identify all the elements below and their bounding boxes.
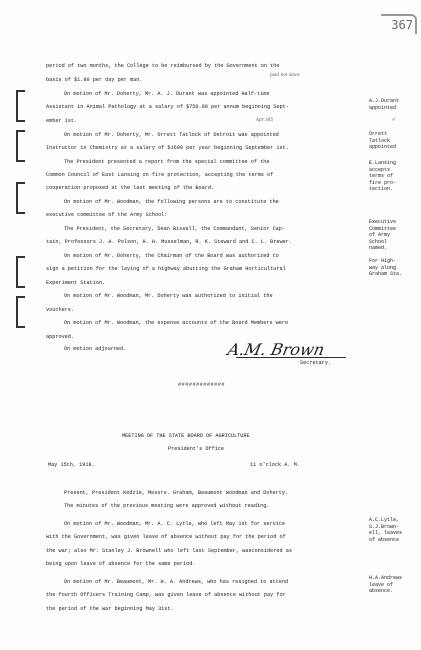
text-line: On motion of Mr. Beaumont, Mr. H. A. Andrews, who has resigned to attend	[64, 579, 289, 585]
margin-note-line: accepts	[369, 166, 391, 173]
margin-note-line: A.J.Durant	[369, 98, 400, 104]
text-line: On motion adjourned.	[64, 346, 127, 352]
margin-note-line: appointed	[369, 104, 397, 111]
text-line: the fourth Officers Training Camp, was given leave of absence without pay for	[46, 592, 286, 598]
margin-note-line: Graham Sta.	[369, 271, 403, 278]
text-line: On motion of Mr. Woodman, the following persons are to constitute the	[64, 199, 279, 205]
text-line: On motion of Mr. Woodman, Mr. A. C. Lytle, who left May 1st for service	[64, 521, 286, 527]
margin-note-line: appointed	[369, 144, 397, 151]
text-line: Assistant in Animal Pathology at a salary of $750.00 per annum beginning Sept-	[46, 104, 289, 110]
margin-note-line: Orrett	[369, 131, 388, 137]
section-separator: #############	[178, 382, 225, 388]
margin-note	[369, 219, 419, 252]
margin-note-line: leave of	[369, 581, 394, 588]
meeting-title: MEETING OF THE STATE BOARD OF AGRICULTURE	[122, 433, 250, 439]
text-line: The President, the Secretary, Dean Bissell, the Commandant, Senior Cap-	[64, 226, 286, 232]
meeting-date: May 15th, 1918.	[48, 462, 95, 468]
margin-note-line: H.A.Andrews	[369, 575, 403, 581]
check-mark-icon: ✓	[392, 116, 396, 123]
text-line: On motion of Mr. Doherty, Mr. Orrett Tatlock of Detroit was appointed	[64, 132, 279, 138]
text-line: On motion of Mr. Doherty, the Chairman of the Board was authorized to	[64, 253, 279, 259]
secretary-signature: A.M. Brown	[225, 340, 327, 359]
text-line: vouchers.	[46, 307, 75, 313]
text-line: ember 1st.	[46, 118, 78, 124]
margin-note-line: way along	[369, 264, 397, 271]
margin-note	[369, 575, 419, 595]
text-line: The minutes of the previous meeting were approved without reading.	[64, 503, 270, 509]
text-line: tain, Professors J. A. Polson, H. H. Musselman, R. K. Steward and C. L. Brewer.	[46, 239, 292, 245]
text-line: period of two months, the College to be reimbursed by the Government on the	[46, 63, 280, 69]
margin-bracket-mark	[16, 90, 25, 122]
margin-note-line: ell, leaves	[369, 530, 403, 537]
page-number: 367	[391, 18, 413, 32]
margin-note-line: absence.	[369, 588, 394, 595]
text-line: the war; also Mr. Stanley J. Brownell who left last September, wasconsidered as	[46, 548, 292, 554]
margin-note-line: named.	[369, 245, 388, 252]
text-line: Common Council of East Lansing on fire protection, accepting the terms of	[46, 172, 274, 178]
margin-note-line: E.Lansing	[369, 160, 397, 166]
handwritten-note: Apr 365	[256, 117, 274, 122]
text-line: cooperation proposed at the last meeting of the Board.	[46, 185, 215, 191]
margin-bracket-mark	[16, 296, 25, 328]
margin-note	[369, 517, 419, 543]
text-line: The President presented a report from the special committee of the	[64, 159, 270, 165]
margin-note	[369, 131, 419, 151]
text-line: with the Government, was given leave of absence without pay for the period of	[46, 534, 286, 540]
text-line: On motion of Mr. Woodman, Mr. Doherty was authorized to initial the	[64, 293, 273, 299]
text-line: executive committee of the Army School:	[46, 212, 168, 218]
meeting-time: 11 o'clock A. M.	[250, 462, 300, 468]
margin-bracket-mark	[16, 256, 25, 288]
margin-note	[369, 98, 419, 111]
text-line: Present, President Kedzie, Messrs. Graham, Beaumont Woodman and Doherty.	[64, 490, 289, 496]
margin-bracket-mark	[16, 130, 25, 162]
text-line: the period of the war beginning May 31st.	[46, 606, 174, 612]
text-line: sign a petition for the laying of a highway abutting the Graham Horticultural	[46, 266, 286, 272]
margin-note-line: Executive	[369, 219, 397, 225]
text-line: On motion of Mr. Doherty, Mr. A. J. Durant was appointed Half-time	[64, 91, 270, 97]
margin-note-line: School	[369, 238, 388, 245]
margin-note-line: tection.	[369, 186, 394, 193]
secretary-label: Secretary.	[300, 360, 332, 366]
handwritten-note: paid not since	[270, 72, 300, 77]
text-line: approved.	[46, 334, 75, 340]
text-line: On motion of Mr. Woodman, the expense accounts of the Board Members were	[64, 320, 289, 326]
text-line: basis of $1.80 per day per man.	[46, 77, 143, 83]
margin-note-line: Tatlock	[369, 137, 391, 144]
text-line: Experiment Station.	[46, 280, 106, 286]
margin-bracket-mark	[16, 182, 25, 214]
margin-note-line: fire pro-	[369, 179, 397, 186]
margin-note-line: S.J.Brown-	[369, 523, 400, 530]
margin-note	[369, 258, 419, 278]
margin-note	[369, 160, 419, 193]
margin-note-line: A.C.Lytle,	[369, 517, 400, 523]
margin-note-line: of Army	[369, 232, 391, 239]
meeting-place: President's Office	[168, 446, 225, 452]
text-line: being upon leave of absence for the same period.	[46, 561, 196, 567]
margin-note-line: For High-	[369, 258, 397, 264]
margin-note-line: of absence	[369, 536, 400, 543]
margin-note-line: terms of	[369, 173, 394, 180]
margin-note-line: Committee	[369, 225, 397, 232]
signature-line	[236, 357, 346, 358]
text-line: Instructor in Chemistry at a salary of $1600 per year beginning September 1st.	[46, 145, 289, 151]
